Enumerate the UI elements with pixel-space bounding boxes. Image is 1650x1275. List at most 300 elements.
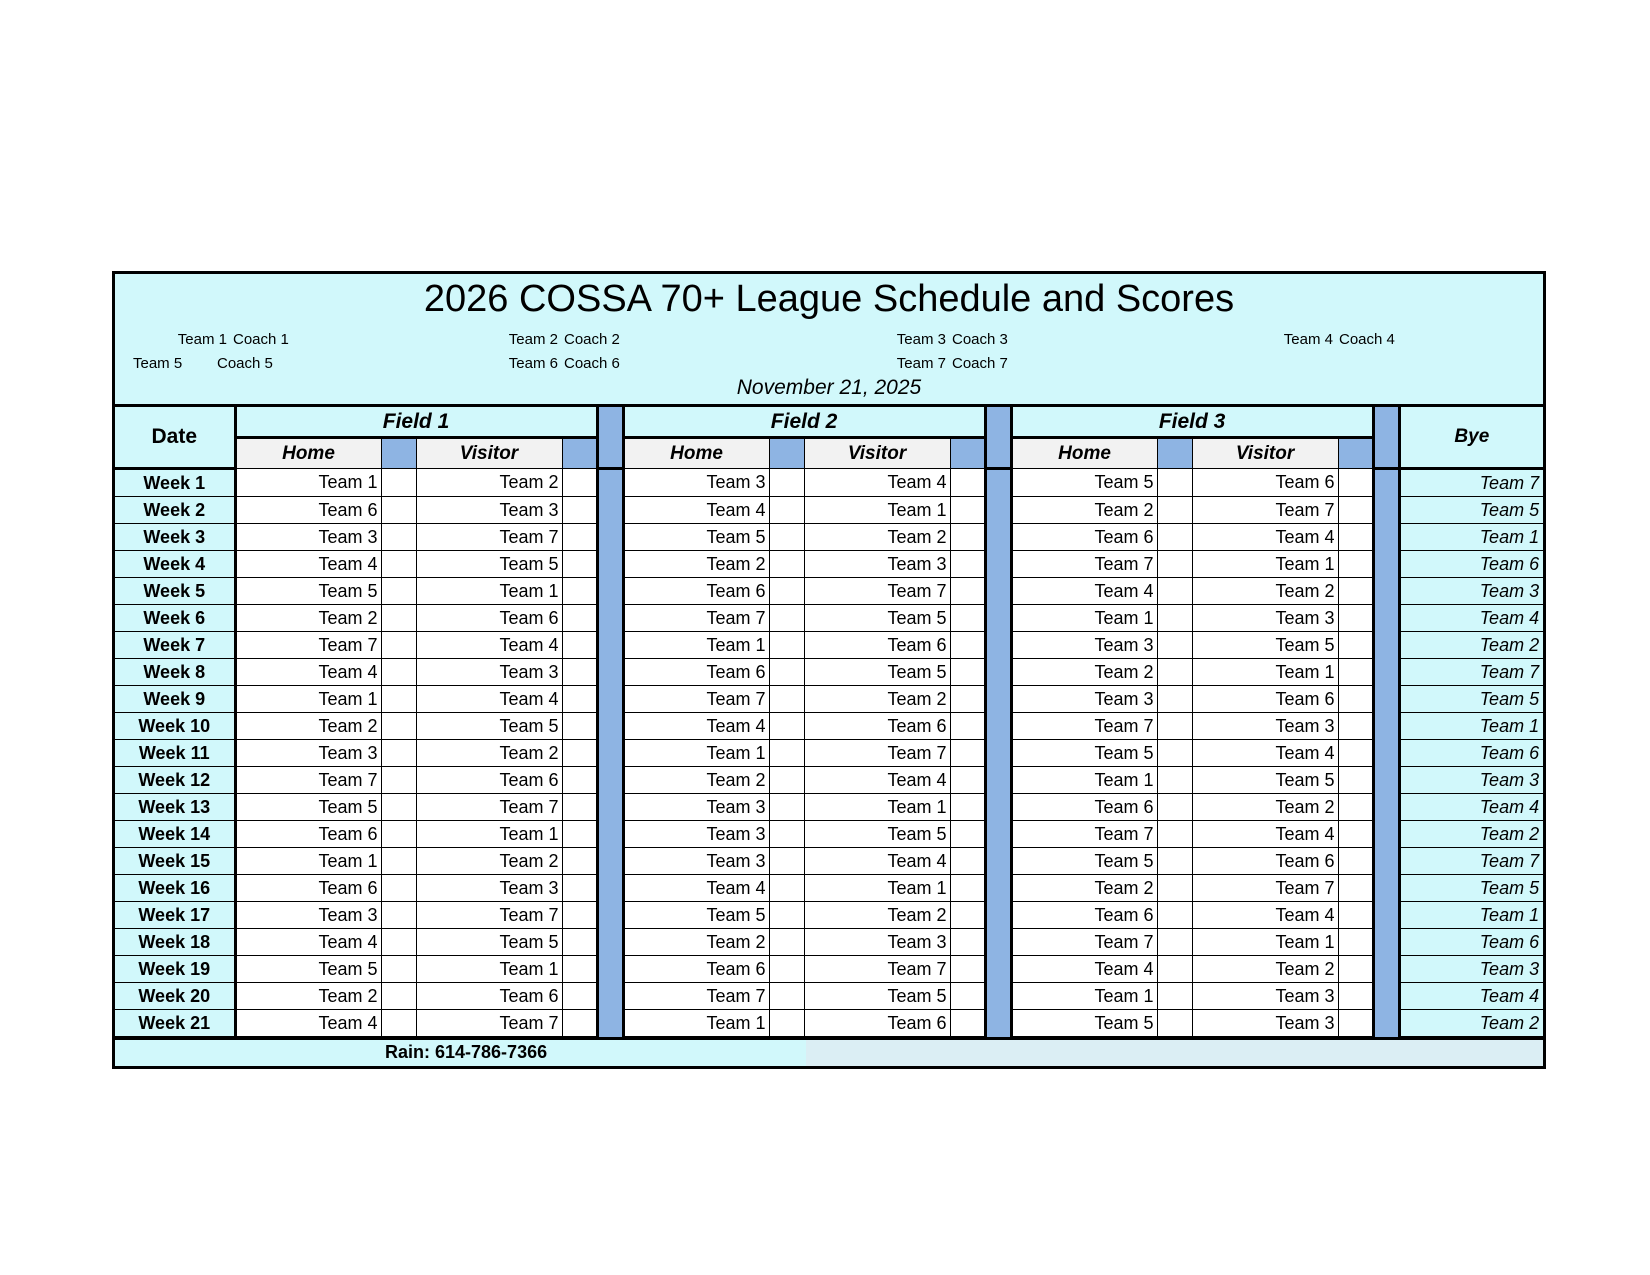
- home-team-cell: Team 1: [623, 740, 769, 767]
- visitor-score-cell[interactable]: [950, 469, 985, 497]
- home-score-cell[interactable]: [381, 821, 416, 848]
- visitor-score-cell[interactable]: [1338, 1010, 1373, 1037]
- visitor-score-cell[interactable]: [950, 713, 985, 740]
- table-row: [115, 686, 1543, 713]
- coach-entry: [1273, 331, 1395, 348]
- visitor-team-cell: Team 4: [804, 848, 950, 875]
- field-separator: [597, 956, 623, 983]
- bye-team-cell: Team 2: [1399, 632, 1543, 659]
- visitor-team-cell: Team 5: [416, 551, 562, 578]
- coach-team: Team 2: [508, 331, 558, 348]
- home-score-cell[interactable]: [381, 686, 416, 713]
- visitor-team-cell: Team 7: [1192, 497, 1338, 524]
- bye-header: Bye: [1399, 407, 1543, 469]
- visitor-score-cell[interactable]: [950, 497, 985, 524]
- week-label: Week 5: [115, 578, 235, 605]
- visitor-header: Visitor: [1192, 438, 1338, 469]
- home-score-cell[interactable]: [1157, 605, 1192, 632]
- visitor-score-cell[interactable]: [1338, 578, 1373, 605]
- visitor-score-cell[interactable]: [1338, 740, 1373, 767]
- field-separator: [597, 875, 623, 902]
- visitor-score-cell[interactable]: [562, 821, 597, 848]
- visitor-score-cell[interactable]: [1338, 686, 1373, 713]
- home-score-cell[interactable]: [769, 875, 804, 902]
- home-score-cell[interactable]: [1157, 848, 1192, 875]
- visitor-score-cell[interactable]: [562, 983, 597, 1010]
- coach-entry: [886, 331, 1008, 348]
- home-score-cell[interactable]: [1157, 551, 1192, 578]
- home-team-cell: Team 1: [235, 469, 381, 497]
- visitor-team-cell: Team 6: [1192, 469, 1338, 497]
- visitor-score-cell[interactable]: [1338, 875, 1373, 902]
- home-team-cell: Team 1: [1011, 767, 1157, 794]
- home-score-cell[interactable]: [381, 794, 416, 821]
- field-separator: [597, 632, 623, 659]
- table-row: [115, 848, 1543, 875]
- home-team-cell: Team 6: [1011, 794, 1157, 821]
- visitor-score-cell[interactable]: [562, 875, 597, 902]
- field-separator: [1373, 767, 1399, 794]
- home-score-cell[interactable]: [381, 875, 416, 902]
- home-score-cell[interactable]: [1157, 956, 1192, 983]
- visitor-team-cell: Team 2: [1192, 956, 1338, 983]
- home-score-cell[interactable]: [381, 578, 416, 605]
- home-score-cell[interactable]: [769, 1010, 804, 1037]
- week-label: Week 6: [115, 605, 235, 632]
- coach-entry: [167, 331, 289, 348]
- home-header: Home: [623, 438, 769, 469]
- sheet-header: [115, 274, 1543, 407]
- visitor-team-cell: Team 2: [804, 902, 950, 929]
- visitor-team-cell: Team 5: [1192, 767, 1338, 794]
- home-score-cell[interactable]: [1157, 1010, 1192, 1037]
- visitor-team-cell: Team 2: [1192, 578, 1338, 605]
- visitor-team-cell: Team 1: [1192, 929, 1338, 956]
- schedule-table: [115, 407, 1543, 1037]
- visitor-team-cell: Team 5: [804, 659, 950, 686]
- visitor-team-cell: Team 1: [804, 875, 950, 902]
- home-score-cell[interactable]: [769, 848, 804, 875]
- home-team-cell: Team 4: [235, 1010, 381, 1037]
- field-separator: [985, 767, 1011, 794]
- table-row: [115, 578, 1543, 605]
- home-score-cell[interactable]: [1157, 767, 1192, 794]
- field-separator: [985, 875, 1011, 902]
- field-3-header: Field 3: [1011, 407, 1373, 438]
- visitor-team-cell: Team 5: [804, 605, 950, 632]
- visitor-score-cell[interactable]: [1338, 821, 1373, 848]
- home-team-cell: Team 6: [623, 578, 769, 605]
- home-team-cell: Team 1: [235, 686, 381, 713]
- visitor-score-cell[interactable]: [1338, 469, 1373, 497]
- field-separator: [597, 983, 623, 1010]
- visitor-score-cell[interactable]: [562, 902, 597, 929]
- home-score-cell[interactable]: [769, 740, 804, 767]
- bye-team-cell: Team 4: [1399, 794, 1543, 821]
- week-label: Week 12: [115, 767, 235, 794]
- schedule-rows: [115, 469, 1543, 1037]
- home-score-cell[interactable]: [381, 956, 416, 983]
- visitor-score-cell[interactable]: [1338, 983, 1373, 1010]
- home-team-cell: Team 1: [623, 1010, 769, 1037]
- bye-team-cell: Team 5: [1399, 875, 1543, 902]
- home-score-cell[interactable]: [769, 659, 804, 686]
- field-separator: [1373, 632, 1399, 659]
- coach-team: Team 1: [177, 331, 227, 348]
- visitor-header: Visitor: [804, 438, 950, 469]
- home-score-cell[interactable]: [769, 821, 804, 848]
- visitor-score-cell[interactable]: [1338, 524, 1373, 551]
- home-score-cell[interactable]: [1157, 821, 1192, 848]
- visitor-score-cell[interactable]: [950, 956, 985, 983]
- home-score-cell[interactable]: [769, 686, 804, 713]
- home-team-cell: Team 3: [235, 902, 381, 929]
- home-score-cell[interactable]: [769, 578, 804, 605]
- home-score-cell[interactable]: [381, 497, 416, 524]
- home-score-cell[interactable]: [1157, 524, 1192, 551]
- visitor-score-cell[interactable]: [562, 659, 597, 686]
- home-score-cell[interactable]: [381, 983, 416, 1010]
- home-score-cell[interactable]: [769, 794, 804, 821]
- visitor-team-cell: Team 7: [804, 740, 950, 767]
- home-score-cell[interactable]: [769, 929, 804, 956]
- field-separator: [597, 794, 623, 821]
- visitor-score-cell[interactable]: [562, 632, 597, 659]
- home-score-cell[interactable]: [769, 713, 804, 740]
- visitor-score-cell[interactable]: [562, 578, 597, 605]
- visitor-score-cell[interactable]: [1338, 794, 1373, 821]
- home-score-cell[interactable]: [1157, 469, 1192, 497]
- coach-entry: [133, 355, 273, 372]
- home-team-cell: Team 5: [1011, 469, 1157, 497]
- visitor-team-cell: Team 7: [804, 956, 950, 983]
- visitor-team-cell: Team 3: [1192, 1010, 1338, 1037]
- footer-right: [806, 1040, 1543, 1066]
- home-team-cell: Team 3: [1011, 632, 1157, 659]
- home-score-cell[interactable]: [1157, 794, 1192, 821]
- week-label: Week 10: [115, 713, 235, 740]
- week-label: Week 11: [115, 740, 235, 767]
- visitor-team-cell: Team 3: [1192, 605, 1338, 632]
- visitor-score-cell[interactable]: [950, 875, 985, 902]
- home-score-cell[interactable]: [381, 713, 416, 740]
- visitor-score-cell[interactable]: [950, 605, 985, 632]
- home-team-cell: Team 7: [235, 767, 381, 794]
- field-separator: [1373, 848, 1399, 875]
- home-team-cell: Team 1: [1011, 605, 1157, 632]
- visitor-score-cell[interactable]: [562, 956, 597, 983]
- visitor-score-cell[interactable]: [562, 605, 597, 632]
- home-team-cell: Team 2: [623, 767, 769, 794]
- visitor-score-cell[interactable]: [562, 794, 597, 821]
- home-team-cell: Team 5: [623, 902, 769, 929]
- home-score-cell[interactable]: [381, 929, 416, 956]
- visitor-team-cell: Team 7: [416, 1010, 562, 1037]
- home-team-cell: Team 4: [1011, 956, 1157, 983]
- home-team-cell: Team 4: [235, 659, 381, 686]
- table-row: [115, 821, 1543, 848]
- home-score-cell[interactable]: [1157, 632, 1192, 659]
- bye-team-cell: Team 6: [1399, 740, 1543, 767]
- home-score-cell[interactable]: [769, 767, 804, 794]
- home-score-cell[interactable]: [769, 605, 804, 632]
- home-team-cell: Team 2: [1011, 497, 1157, 524]
- visitor-score-cell[interactable]: [1338, 605, 1373, 632]
- visitor-score-cell[interactable]: [562, 1010, 597, 1037]
- home-team-cell: Team 6: [623, 956, 769, 983]
- week-label: Week 8: [115, 659, 235, 686]
- field-separator: [1373, 713, 1399, 740]
- field-separator: [985, 497, 1011, 524]
- coach-entry: [498, 355, 620, 372]
- visitor-score-cell[interactable]: [950, 1010, 985, 1037]
- visitor-team-cell: Team 1: [416, 821, 562, 848]
- schedule-date: November 21, 2025: [736, 376, 922, 399]
- visitor-score-cell[interactable]: [562, 740, 597, 767]
- bye-team-cell: Team 3: [1399, 578, 1543, 605]
- visitor-team-cell: Team 6: [416, 605, 562, 632]
- home-team-cell: Team 7: [623, 686, 769, 713]
- visitor-team-cell: Team 2: [416, 469, 562, 497]
- visitor-score-cell[interactable]: [562, 551, 597, 578]
- home-score-cell[interactable]: [1157, 578, 1192, 605]
- visitor-team-cell: Team 1: [416, 956, 562, 983]
- sheet-footer: [115, 1037, 1543, 1066]
- table-row: [115, 713, 1543, 740]
- home-score-cell[interactable]: [769, 469, 804, 497]
- home-score-cell[interactable]: [1157, 659, 1192, 686]
- visitor-team-cell: Team 1: [416, 578, 562, 605]
- home-team-cell: Team 3: [235, 524, 381, 551]
- home-team-cell: Team 5: [1011, 1010, 1157, 1037]
- field-separator: [1373, 956, 1399, 983]
- visitor-team-cell: Team 1: [804, 794, 950, 821]
- field-separator: [985, 469, 1011, 497]
- table-row: [115, 794, 1543, 821]
- field-separator: [1373, 983, 1399, 1010]
- field-separator: [985, 407, 1011, 469]
- visitor-score-cell[interactable]: [950, 929, 985, 956]
- home-team-cell: Team 2: [623, 929, 769, 956]
- visitor-score-cell[interactable]: [950, 794, 985, 821]
- home-score-cell[interactable]: [1157, 713, 1192, 740]
- score-header: [1338, 438, 1373, 469]
- field-separator: [985, 578, 1011, 605]
- visitor-score-cell[interactable]: [1338, 956, 1373, 983]
- home-team-cell: Team 4: [623, 713, 769, 740]
- visitor-team-cell: Team 1: [1192, 551, 1338, 578]
- visitor-score-cell[interactable]: [950, 686, 985, 713]
- field-separator: [985, 686, 1011, 713]
- home-score-cell[interactable]: [769, 956, 804, 983]
- visitor-score-cell[interactable]: [1338, 767, 1373, 794]
- home-score-cell[interactable]: [769, 497, 804, 524]
- visitor-score-cell[interactable]: [950, 767, 985, 794]
- home-team-cell: Team 1: [235, 848, 381, 875]
- home-score-cell[interactable]: [1157, 875, 1192, 902]
- home-team-cell: Team 5: [235, 956, 381, 983]
- field-separator: [597, 713, 623, 740]
- week-label: Week 1: [115, 469, 235, 497]
- bye-team-cell: Team 1: [1399, 524, 1543, 551]
- home-score-cell[interactable]: [769, 632, 804, 659]
- home-score-cell[interactable]: [381, 848, 416, 875]
- home-score-cell[interactable]: [381, 767, 416, 794]
- field-separator: [1373, 1010, 1399, 1037]
- visitor-team-cell: Team 3: [1192, 983, 1338, 1010]
- table-row: [115, 1010, 1543, 1037]
- visitor-score-cell[interactable]: [562, 524, 597, 551]
- home-score-cell[interactable]: [769, 551, 804, 578]
- home-score-cell[interactable]: [769, 983, 804, 1010]
- home-team-cell: Team 7: [1011, 713, 1157, 740]
- score-header: [950, 438, 985, 469]
- home-score-cell[interactable]: [381, 469, 416, 497]
- field-separator: [985, 524, 1011, 551]
- visitor-score-cell[interactable]: [562, 686, 597, 713]
- field-separator: [985, 1010, 1011, 1037]
- visitor-score-cell[interactable]: [1338, 551, 1373, 578]
- home-score-cell[interactable]: [381, 902, 416, 929]
- visitor-score-cell[interactable]: [950, 821, 985, 848]
- home-team-cell: Team 6: [235, 821, 381, 848]
- coach-entry: [498, 331, 620, 348]
- home-team-cell: Team 7: [623, 983, 769, 1010]
- visitor-score-cell[interactable]: [562, 767, 597, 794]
- field-separator: [985, 605, 1011, 632]
- visitor-score-cell[interactable]: [1338, 659, 1373, 686]
- table-row: [115, 497, 1543, 524]
- visitor-team-cell: Team 4: [1192, 902, 1338, 929]
- visitor-score-cell[interactable]: [1338, 902, 1373, 929]
- field-separator: [1373, 524, 1399, 551]
- visitor-score-cell[interactable]: [1338, 632, 1373, 659]
- visitor-score-cell[interactable]: [1338, 713, 1373, 740]
- table-row: [115, 605, 1543, 632]
- visitor-team-cell: Team 6: [416, 983, 562, 1010]
- field-separator: [597, 821, 623, 848]
- home-team-cell: Team 1: [1011, 983, 1157, 1010]
- home-score-cell[interactable]: [381, 605, 416, 632]
- home-score-cell[interactable]: [1157, 902, 1192, 929]
- home-team-cell: Team 6: [1011, 902, 1157, 929]
- visitor-team-cell: Team 1: [804, 497, 950, 524]
- visitor-score-cell[interactable]: [950, 902, 985, 929]
- visitor-team-cell: Team 3: [416, 875, 562, 902]
- visitor-team-cell: Team 2: [804, 686, 950, 713]
- visitor-team-cell: Team 6: [804, 632, 950, 659]
- home-score-cell[interactable]: [381, 1010, 416, 1037]
- week-label: Week 19: [115, 956, 235, 983]
- visitor-score-cell[interactable]: [1338, 497, 1373, 524]
- week-label: Week 15: [115, 848, 235, 875]
- visitor-team-cell: Team 4: [804, 469, 950, 497]
- visitor-score-cell[interactable]: [1338, 848, 1373, 875]
- visitor-score-cell[interactable]: [950, 524, 985, 551]
- field-separator: [985, 713, 1011, 740]
- schedule-sheet: [112, 271, 1546, 1069]
- field-separator: [597, 929, 623, 956]
- week-label: Week 3: [115, 524, 235, 551]
- bye-team-cell: Team 4: [1399, 605, 1543, 632]
- field-separator: [1373, 551, 1399, 578]
- table-row: [115, 551, 1543, 578]
- home-team-cell: Team 4: [235, 929, 381, 956]
- home-team-cell: Team 2: [1011, 875, 1157, 902]
- visitor-score-cell[interactable]: [950, 659, 985, 686]
- visitor-score-cell[interactable]: [950, 848, 985, 875]
- visitor-score-cell[interactable]: [950, 740, 985, 767]
- week-label: Week 9: [115, 686, 235, 713]
- coach-name: Coach 7: [952, 355, 1008, 372]
- visitor-score-cell[interactable]: [950, 983, 985, 1010]
- bye-team-cell: Team 6: [1399, 551, 1543, 578]
- visitor-score-cell[interactable]: [950, 632, 985, 659]
- home-score-cell[interactable]: [1157, 929, 1192, 956]
- visitor-score-cell[interactable]: [562, 848, 597, 875]
- home-score-cell[interactable]: [1157, 740, 1192, 767]
- home-team-cell: Team 7: [1011, 929, 1157, 956]
- field-separator: [985, 794, 1011, 821]
- field-separator: [597, 551, 623, 578]
- visitor-team-cell: Team 3: [416, 497, 562, 524]
- field-separator: [597, 659, 623, 686]
- home-header: Home: [235, 438, 381, 469]
- visitor-score-cell[interactable]: [1338, 929, 1373, 956]
- visitor-score-cell[interactable]: [562, 713, 597, 740]
- score-header: [769, 438, 804, 469]
- visitor-score-cell[interactable]: [562, 469, 597, 497]
- field-separator: [1373, 686, 1399, 713]
- home-team-cell: Team 3: [623, 469, 769, 497]
- home-team-cell: Team 2: [623, 551, 769, 578]
- field-separator: [597, 686, 623, 713]
- home-score-cell[interactable]: [381, 740, 416, 767]
- visitor-score-cell[interactable]: [562, 497, 597, 524]
- coach-name: Coach 1: [233, 331, 289, 348]
- home-score-cell[interactable]: [381, 551, 416, 578]
- visitor-score-cell[interactable]: [562, 929, 597, 956]
- visitor-team-cell: Team 5: [416, 929, 562, 956]
- home-score-cell[interactable]: [381, 632, 416, 659]
- home-score-cell[interactable]: [381, 659, 416, 686]
- visitor-team-cell: Team 6: [416, 767, 562, 794]
- page-title: 2026 COSSA 70+ League Schedule and Scores: [423, 278, 1235, 320]
- visitor-team-cell: Team 2: [1192, 794, 1338, 821]
- field-separator: [597, 469, 623, 497]
- home-score-cell[interactable]: [769, 902, 804, 929]
- home-score-cell[interactable]: [1157, 497, 1192, 524]
- home-score-cell[interactable]: [1157, 983, 1192, 1010]
- rain-line: Rain: 614-786-7366: [385, 1042, 548, 1062]
- home-team-cell: Team 4: [623, 875, 769, 902]
- home-score-cell[interactable]: [381, 524, 416, 551]
- table-row: [115, 740, 1543, 767]
- coach-name: Coach 3: [952, 331, 1008, 348]
- week-label: Week 14: [115, 821, 235, 848]
- home-score-cell[interactable]: [769, 524, 804, 551]
- home-team-cell: Team 2: [1011, 659, 1157, 686]
- visitor-team-cell: Team 3: [804, 929, 950, 956]
- visitor-score-cell[interactable]: [950, 551, 985, 578]
- home-team-cell: Team 3: [235, 740, 381, 767]
- coach-team: Team 5: [133, 355, 183, 372]
- visitor-score-cell[interactable]: [950, 578, 985, 605]
- home-score-cell[interactable]: [1157, 686, 1192, 713]
- field-separator: [985, 551, 1011, 578]
- visitor-team-cell: Team 7: [416, 524, 562, 551]
- coach-name: Coach 2: [564, 331, 620, 348]
